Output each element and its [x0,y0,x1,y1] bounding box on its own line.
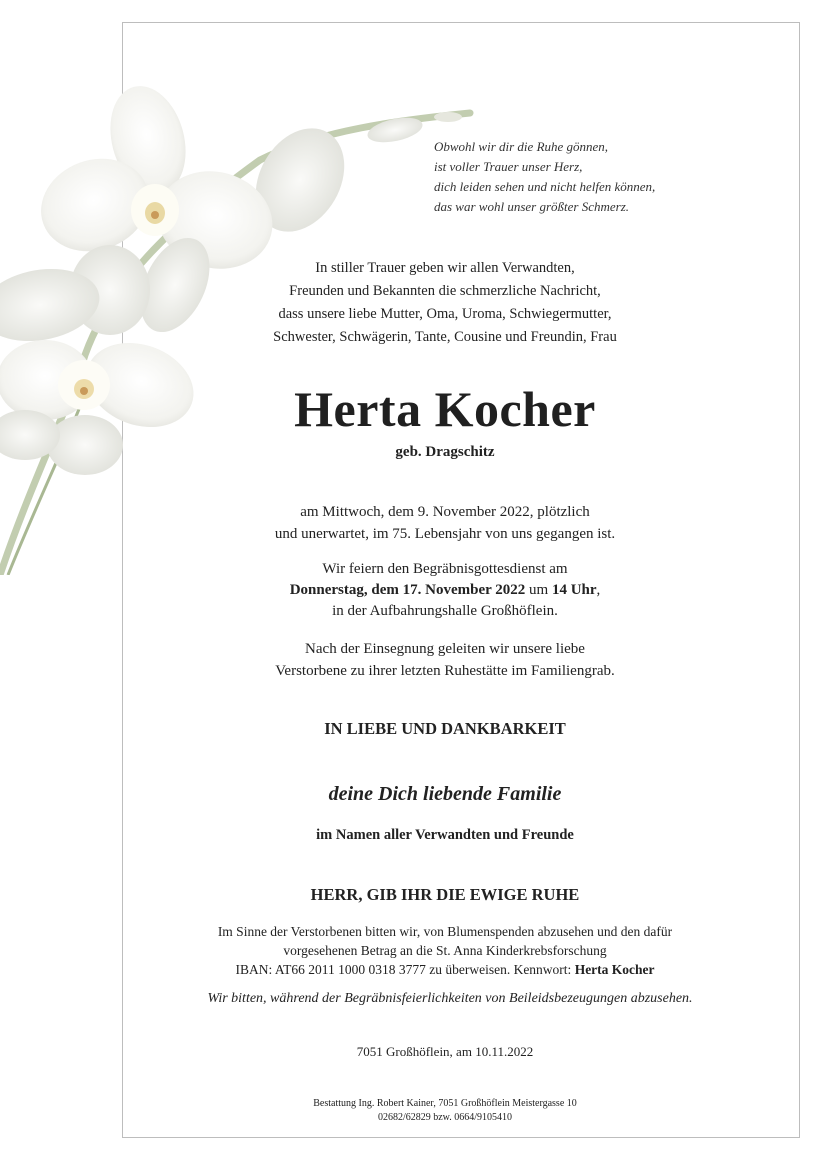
death-notice [122,501,768,545]
donation-password: Herta Kocher [574,962,655,977]
undertaker-line: Bestattung Ing. Robert Kainer, 7051 Großhöflein Meistergasse 10 [313,1098,577,1109]
poem-line: das war wohl unser größter Schmerz. [434,199,630,214]
funeral-time: 14 Uhr [551,582,597,598]
relatives-line: im Namen aller Verwandten und Freunde [316,827,574,843]
condolence-request: Wir bitten, während der Begräbnisfeierlichkeiten von Beileidsbezeugungen abzusehen. [207,991,693,1006]
funeral-comma: , [596,582,601,598]
deceased-name: Herta Kocher [294,381,596,437]
intro-line: Freunden und Bekannten die schmerzliche Nachricht, [289,283,601,299]
intro-line: In stiller Trauer geben wir allen Verwandten, [315,260,575,276]
thanks-heading: IN LIEBE UND DANKBARKEIT [324,719,566,738]
funeral-joiner: um [525,582,552,598]
intro-line: dass unsere liebe Mutter, Oma, Uroma, Schwiegermutter, [278,306,612,322]
place-date: 7051 Großhöflein, am 10.11.2022 [356,1044,534,1059]
burial-line: Nach der Einsegnung geleiten wir unsere liebe [305,641,585,657]
undertaker-info [122,1097,768,1125]
intro-line: Schwester, Schwägerin, Tante, Cousine und Freundin, Frau [273,329,617,345]
death-line: am Mittwoch, dem 9. November 2022, plötzlich [300,504,590,520]
funeral-intro: Wir feiern den Begräbnisgottesdienst am [322,561,568,577]
poem-line: Obwohl wir dir die Ruhe gönnen, [434,139,609,154]
funeral-info [122,559,768,622]
rest-prayer: HERR, GIB IHR DIE EWIGE RUHE [310,885,580,904]
birth-name: geb. Dragschitz [395,444,495,460]
poem-line: dich leiden sehen und nicht helfen können, [434,179,656,194]
poem [434,137,734,217]
announcement-intro [122,257,768,349]
burial-info [122,638,768,682]
donation-notice [122,922,768,979]
funeral-location: in der Aufbahrungshalle Großhöflein. [332,603,558,619]
funeral-date: Donnerstag, dem 17. November 2022 [289,582,526,598]
death-line: und unerwartet, im 75. Lebensjahr von uns gegangen ist. [274,526,616,542]
donation-line: vorgesehenen Betrag an die St. Anna Kinderkrebsforschung [283,943,607,958]
donation-iban-line [122,960,768,979]
undertaker-phone: 02682/62829 bzw. 0664/9105410 [377,1112,513,1123]
family-signature: deine Dich liebende Familie [328,783,562,805]
poem-line: ist voller Trauer unser Herz, [434,159,583,174]
donation-iban: IBAN: AT66 2011 1000 0318 3777 zu überweisen. Kennwort: [235,962,575,977]
burial-line: Verstorbene zu ihrer letzten Ruhestätte im Familiengrab. [275,663,615,679]
donation-line: Im Sinne der Verstorbenen bitten wir, von Blumenspenden abzusehen und den dafür [217,924,673,939]
funeral-date-line [122,580,768,601]
